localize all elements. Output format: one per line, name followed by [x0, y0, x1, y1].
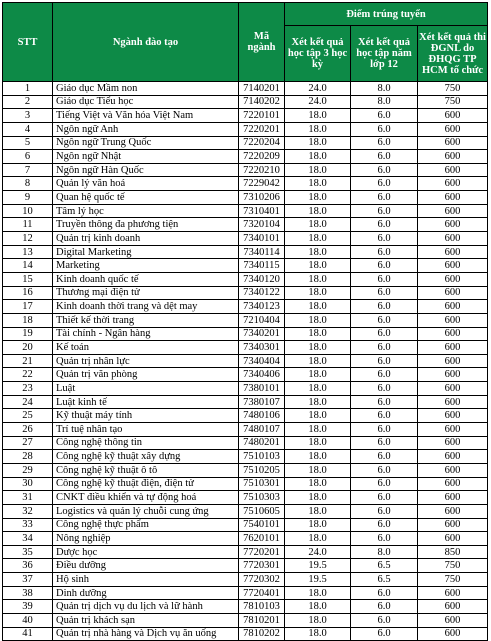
table-row [3, 327, 488, 341]
cell-score-grade-12: 6.0 [351, 532, 418, 546]
cell-code: 7140201 [239, 82, 285, 96]
cell-stt: 38 [3, 586, 53, 600]
cell-code: 7320104 [239, 218, 285, 232]
cell-code: 7510605 [239, 504, 285, 518]
cell-code: 7810201 [239, 613, 285, 627]
cell-code: 7810103 [239, 600, 285, 614]
cell-code: 7510205 [239, 463, 285, 477]
cell-score-3-semesters: 18.0 [285, 191, 351, 205]
cell-score-grade-12: 6.0 [351, 286, 418, 300]
table-row [3, 218, 488, 232]
table-row [3, 259, 488, 273]
cell-code: 7210404 [239, 313, 285, 327]
cell-stt: 26 [3, 423, 53, 437]
cell-score-dgnl: 600 [418, 586, 488, 600]
cell-code: 7720302 [239, 573, 285, 587]
cell-stt: 20 [3, 341, 53, 355]
cell-score-grade-12: 6.0 [351, 395, 418, 409]
table-row [3, 109, 488, 123]
cell-stt: 33 [3, 518, 53, 532]
table-row [3, 573, 488, 587]
cell-stt: 27 [3, 436, 53, 450]
cell-stt: 28 [3, 450, 53, 464]
cell-major: Điều dưỡng [53, 559, 239, 573]
cell-score-3-semesters: 19.5 [285, 559, 351, 573]
cell-stt: 14 [3, 259, 53, 273]
cell-score-3-semesters: 18.0 [285, 272, 351, 286]
cell-score-3-semesters: 18.0 [285, 504, 351, 518]
cell-score-3-semesters: 24.0 [285, 82, 351, 96]
cell-score-3-semesters: 18.0 [285, 150, 351, 164]
cell-score-grade-12: 6.0 [351, 218, 418, 232]
cell-score-dgnl: 600 [418, 109, 488, 123]
cell-major: Luật [53, 382, 239, 396]
cell-stt: 10 [3, 204, 53, 218]
cell-score-3-semesters: 18.0 [285, 600, 351, 614]
cell-score-dgnl: 600 [418, 409, 488, 423]
cell-score-3-semesters: 18.0 [285, 518, 351, 532]
cell-score-dgnl: 600 [418, 627, 488, 641]
table-row [3, 177, 488, 191]
cell-code: 7220201 [239, 122, 285, 136]
cell-score-grade-12: 6.0 [351, 450, 418, 464]
cell-major: Quản trị kinh doanh [53, 232, 239, 246]
cell-score-3-semesters: 18.0 [285, 313, 351, 327]
cell-major: Ngôn ngữ Trung Quốc [53, 136, 239, 150]
cell-stt: 23 [3, 382, 53, 396]
cell-stt: 35 [3, 545, 53, 559]
cell-score-dgnl: 600 [418, 204, 488, 218]
cell-score-3-semesters: 18.0 [285, 218, 351, 232]
cell-code: 7229042 [239, 177, 285, 191]
cell-stt: 18 [3, 313, 53, 327]
cell-major: Công nghệ kỹ thuật xây dựng [53, 450, 239, 464]
cell-score-3-semesters: 18.0 [285, 532, 351, 546]
cell-score-dgnl: 600 [418, 423, 488, 437]
cell-major: CNKT điều khiển và tự động hoá [53, 491, 239, 505]
cell-score-3-semesters: 18.0 [285, 245, 351, 259]
cell-score-grade-12: 6.0 [351, 586, 418, 600]
cell-major: Trí tuệ nhân tạo [53, 423, 239, 437]
cell-major: Giáo dục Tiểu học [53, 95, 239, 109]
cell-stt: 19 [3, 327, 53, 341]
cell-code: 7510301 [239, 477, 285, 491]
cell-stt: 34 [3, 532, 53, 546]
cell-code: 7310401 [239, 204, 285, 218]
cell-score-dgnl: 600 [418, 177, 488, 191]
cell-score-3-semesters: 18.0 [285, 122, 351, 136]
cell-major: Luật kinh tế [53, 395, 239, 409]
cell-stt: 21 [3, 354, 53, 368]
cell-stt: 1 [3, 82, 53, 96]
cell-score-dgnl: 600 [418, 463, 488, 477]
table-row [3, 518, 488, 532]
cell-score-dgnl: 600 [418, 136, 488, 150]
cell-code: 7340406 [239, 368, 285, 382]
cell-score-dgnl: 600 [418, 450, 488, 464]
cell-score-3-semesters: 18.0 [285, 586, 351, 600]
cell-stt: 15 [3, 272, 53, 286]
cell-major: Digital Marketing [53, 245, 239, 259]
cell-score-dgnl: 600 [418, 532, 488, 546]
cell-stt: 2 [3, 95, 53, 109]
cell-major: Tiếng Việt và Văn hóa Việt Nam [53, 109, 239, 123]
cell-stt: 12 [3, 232, 53, 246]
cell-score-grade-12: 6.0 [351, 341, 418, 355]
cell-score-dgnl: 750 [418, 559, 488, 573]
cell-score-3-semesters: 18.0 [285, 177, 351, 191]
cell-score-grade-12: 6.0 [351, 245, 418, 259]
table-row [3, 436, 488, 450]
cell-score-3-semesters: 18.0 [285, 109, 351, 123]
cell-score-3-semesters: 18.0 [285, 627, 351, 641]
cell-major: Công nghệ thực phẩm [53, 518, 239, 532]
table-row [3, 477, 488, 491]
cell-score-3-semesters: 18.0 [285, 136, 351, 150]
table-row [3, 559, 488, 573]
cell-major: Công nghệ kỹ thuật điện, điện tử [53, 477, 239, 491]
cell-stt: 24 [3, 395, 53, 409]
cell-score-3-semesters: 18.0 [285, 286, 351, 300]
cell-score-3-semesters: 18.0 [285, 423, 351, 437]
cell-score-3-semesters: 18.0 [285, 368, 351, 382]
cell-major: Quản trị nhà hàng và Dịch vụ ăn uống [53, 627, 239, 641]
header-score-grade-12: Xét kết quả học tập năm lớp 12 [351, 26, 418, 82]
cell-code: 7380107 [239, 395, 285, 409]
cell-code: 7540101 [239, 518, 285, 532]
table-row [3, 409, 488, 423]
table-row [3, 150, 488, 164]
cell-score-3-semesters: 18.0 [285, 341, 351, 355]
cell-score-grade-12: 6.0 [351, 272, 418, 286]
cell-stt: 36 [3, 559, 53, 573]
table-row [3, 368, 488, 382]
cell-major: Công nghệ kỹ thuật ô tô [53, 463, 239, 477]
cell-stt: 13 [3, 245, 53, 259]
cell-score-3-semesters: 18.0 [285, 382, 351, 396]
cell-score-dgnl: 600 [418, 300, 488, 314]
cell-score-dgnl: 600 [418, 286, 488, 300]
table-row [3, 491, 488, 505]
table-row [3, 122, 488, 136]
cell-score-dgnl: 600 [418, 613, 488, 627]
cell-score-grade-12: 6.0 [351, 600, 418, 614]
cell-score-dgnl: 600 [418, 327, 488, 341]
table-row [3, 286, 488, 300]
cell-score-3-semesters: 18.0 [285, 450, 351, 464]
cell-score-3-semesters: 18.0 [285, 395, 351, 409]
table-row [3, 382, 488, 396]
cell-score-dgnl: 600 [418, 122, 488, 136]
table-row [3, 613, 488, 627]
cell-major: Hộ sinh [53, 573, 239, 587]
cell-code: 7340115 [239, 259, 285, 273]
table-row [3, 450, 488, 464]
cell-score-3-semesters: 18.0 [285, 436, 351, 450]
cell-score-dgnl: 600 [418, 218, 488, 232]
cell-code: 7720301 [239, 559, 285, 573]
cell-major: Thiết kế thời trang [53, 313, 239, 327]
cell-score-grade-12: 8.0 [351, 545, 418, 559]
table-row [3, 504, 488, 518]
cell-score-dgnl: 600 [418, 272, 488, 286]
header-admission-score-group: Điểm trúng tuyển [285, 3, 488, 26]
cell-stt: 16 [3, 286, 53, 300]
cell-score-3-semesters: 18.0 [285, 477, 351, 491]
cell-stt: 11 [3, 218, 53, 232]
cell-score-dgnl: 750 [418, 82, 488, 96]
cell-score-grade-12: 6.5 [351, 573, 418, 587]
cell-score-grade-12: 6.0 [351, 204, 418, 218]
cell-score-dgnl: 600 [418, 382, 488, 396]
cell-score-3-semesters: 24.0 [285, 545, 351, 559]
cell-code: 7810202 [239, 627, 285, 641]
cell-code: 7220101 [239, 109, 285, 123]
cell-score-grade-12: 6.0 [351, 477, 418, 491]
cell-stt: 32 [3, 504, 53, 518]
header-major-code: Mã ngành [239, 3, 285, 82]
cell-major: Quản lý văn hoá [53, 177, 239, 191]
cell-stt: 17 [3, 300, 53, 314]
header-score-dgnl: Xét kết quả thi ĐGNL do ĐHQG TP HCM tổ chức [418, 26, 488, 82]
table-row [3, 354, 488, 368]
cell-score-3-semesters: 18.0 [285, 163, 351, 177]
cell-score-grade-12: 6.0 [351, 191, 418, 205]
table-row [3, 586, 488, 600]
cell-score-dgnl: 750 [418, 95, 488, 109]
cell-code: 7620101 [239, 532, 285, 546]
cell-stt: 40 [3, 613, 53, 627]
cell-score-3-semesters: 18.0 [285, 613, 351, 627]
cell-score-grade-12: 6.0 [351, 382, 418, 396]
cell-major: Dinh dưỡng [53, 586, 239, 600]
cell-code: 7340201 [239, 327, 285, 341]
cell-score-grade-12: 8.0 [351, 95, 418, 109]
cell-score-3-semesters: 24.0 [285, 95, 351, 109]
cell-score-grade-12: 6.0 [351, 313, 418, 327]
cell-score-grade-12: 6.0 [351, 177, 418, 191]
cell-score-dgnl: 600 [418, 518, 488, 532]
cell-major: Kinh doanh quốc tế [53, 272, 239, 286]
cell-code: 7720401 [239, 586, 285, 600]
cell-score-grade-12: 6.0 [351, 518, 418, 532]
cell-major: Quản trị nhân lực [53, 354, 239, 368]
table-row [3, 191, 488, 205]
cell-major: Tài chính - Ngân hàng [53, 327, 239, 341]
cell-major: Quản trị dịch vụ du lịch và lữ hành [53, 600, 239, 614]
header-score-3-semesters: Xét kết quả học tập 3 học kỳ [285, 26, 351, 82]
cell-score-3-semesters: 18.0 [285, 232, 351, 246]
cell-stt: 7 [3, 163, 53, 177]
cell-score-dgnl: 600 [418, 232, 488, 246]
cell-major: Quản trị văn phòng [53, 368, 239, 382]
table-row [3, 313, 488, 327]
cell-score-grade-12: 6.0 [351, 368, 418, 382]
table-body [3, 82, 488, 641]
cell-code: 7340301 [239, 341, 285, 355]
cell-code: 7380101 [239, 382, 285, 396]
cell-major: Kế toán [53, 341, 239, 355]
cell-code: 7220210 [239, 163, 285, 177]
cell-stt: 29 [3, 463, 53, 477]
cell-score-3-semesters: 18.0 [285, 491, 351, 505]
cell-stt: 5 [3, 136, 53, 150]
table-header [3, 3, 488, 82]
cell-code: 7340123 [239, 300, 285, 314]
table-row [3, 136, 488, 150]
cell-score-dgnl: 600 [418, 368, 488, 382]
cell-code: 7510103 [239, 450, 285, 464]
cell-score-grade-12: 6.0 [351, 150, 418, 164]
cell-score-grade-12: 6.0 [351, 327, 418, 341]
cell-code: 7340114 [239, 245, 285, 259]
admission-scores-table [2, 2, 488, 641]
table-row [3, 272, 488, 286]
cell-score-grade-12: 6.0 [351, 109, 418, 123]
cell-score-dgnl: 600 [418, 191, 488, 205]
cell-score-3-semesters: 18.0 [285, 327, 351, 341]
table-row [3, 300, 488, 314]
cell-score-3-semesters: 18.0 [285, 204, 351, 218]
cell-score-grade-12: 6.0 [351, 491, 418, 505]
header-major: Ngành đào tạo [53, 3, 239, 82]
cell-score-grade-12: 6.0 [351, 136, 418, 150]
header-stt: STT [3, 3, 53, 82]
cell-major: Truyền thông đa phương tiện [53, 218, 239, 232]
table-row [3, 423, 488, 437]
cell-major: Marketing [53, 259, 239, 273]
cell-major: Công nghệ thông tin [53, 436, 239, 450]
cell-major: Quan hệ quốc tế [53, 191, 239, 205]
cell-code: 7340122 [239, 286, 285, 300]
cell-score-3-semesters: 18.0 [285, 409, 351, 423]
cell-score-3-semesters: 18.0 [285, 463, 351, 477]
cell-major: Ngôn ngữ Hàn Quốc [53, 163, 239, 177]
cell-score-dgnl: 600 [418, 395, 488, 409]
cell-major: Ngôn ngữ Nhật [53, 150, 239, 164]
cell-score-grade-12: 6.0 [351, 463, 418, 477]
cell-score-3-semesters: 18.0 [285, 300, 351, 314]
table-row [3, 463, 488, 477]
cell-stt: 8 [3, 177, 53, 191]
cell-score-dgnl: 750 [418, 573, 488, 587]
cell-major: Tâm lý học [53, 204, 239, 218]
table-row [3, 204, 488, 218]
cell-code: 7220209 [239, 150, 285, 164]
cell-stt: 6 [3, 150, 53, 164]
cell-code: 7510303 [239, 491, 285, 505]
cell-score-dgnl: 600 [418, 354, 488, 368]
cell-code: 7720201 [239, 545, 285, 559]
cell-stt: 41 [3, 627, 53, 641]
cell-code: 7340404 [239, 354, 285, 368]
cell-score-grade-12: 6.0 [351, 232, 418, 246]
cell-code: 7140202 [239, 95, 285, 109]
cell-code: 7480107 [239, 423, 285, 437]
table-row [3, 82, 488, 96]
cell-stt: 22 [3, 368, 53, 382]
cell-score-grade-12: 6.0 [351, 259, 418, 273]
table-row [3, 545, 488, 559]
cell-score-dgnl: 600 [418, 600, 488, 614]
table-row [3, 95, 488, 109]
cell-score-dgnl: 600 [418, 477, 488, 491]
cell-score-3-semesters: 19.5 [285, 573, 351, 587]
cell-stt: 30 [3, 477, 53, 491]
table-row [3, 163, 488, 177]
cell-score-dgnl: 600 [418, 491, 488, 505]
cell-score-3-semesters: 18.0 [285, 354, 351, 368]
cell-score-dgnl: 600 [418, 504, 488, 518]
cell-major: Giáo dục Mầm non [53, 82, 239, 96]
cell-stt: 3 [3, 109, 53, 123]
cell-major: Kinh doanh thời trang và dệt may [53, 300, 239, 314]
cell-score-grade-12: 6.0 [351, 613, 418, 627]
cell-score-dgnl: 600 [418, 313, 488, 327]
cell-code: 7340120 [239, 272, 285, 286]
table-row [3, 245, 488, 259]
cell-major: Thương mại điện tử [53, 286, 239, 300]
cell-score-grade-12: 6.0 [351, 436, 418, 450]
cell-score-dgnl: 850 [418, 545, 488, 559]
cell-score-dgnl: 600 [418, 150, 488, 164]
cell-stt: 4 [3, 122, 53, 136]
table-row [3, 395, 488, 409]
cell-score-grade-12: 6.0 [351, 409, 418, 423]
cell-major: Ngôn ngữ Anh [53, 122, 239, 136]
table-row [3, 600, 488, 614]
table-row [3, 627, 488, 641]
cell-score-grade-12: 6.0 [351, 627, 418, 641]
cell-score-grade-12: 6.0 [351, 504, 418, 518]
cell-code: 7310206 [239, 191, 285, 205]
cell-stt: 9 [3, 191, 53, 205]
cell-score-grade-12: 6.0 [351, 300, 418, 314]
cell-major: Logistics và quản lý chuỗi cung ứng [53, 504, 239, 518]
table-row [3, 341, 488, 355]
cell-score-dgnl: 600 [418, 341, 488, 355]
cell-stt: 31 [3, 491, 53, 505]
table-row [3, 532, 488, 546]
cell-score-dgnl: 600 [418, 163, 488, 177]
cell-code: 7480106 [239, 409, 285, 423]
cell-score-grade-12: 6.0 [351, 354, 418, 368]
cell-score-dgnl: 600 [418, 245, 488, 259]
cell-code: 7340101 [239, 232, 285, 246]
cell-stt: 39 [3, 600, 53, 614]
cell-major: Nông nghiệp [53, 532, 239, 546]
cell-major: Dược học [53, 545, 239, 559]
cell-score-3-semesters: 18.0 [285, 259, 351, 273]
cell-score-grade-12: 6.0 [351, 163, 418, 177]
cell-stt: 37 [3, 573, 53, 587]
cell-code: 7480201 [239, 436, 285, 450]
cell-major: Quản trị khách sạn [53, 613, 239, 627]
cell-score-grade-12: 6.0 [351, 423, 418, 437]
cell-score-dgnl: 600 [418, 436, 488, 450]
cell-major: Kỹ thuật máy tính [53, 409, 239, 423]
cell-score-dgnl: 600 [418, 259, 488, 273]
cell-score-grade-12: 8.0 [351, 82, 418, 96]
cell-code: 7220204 [239, 136, 285, 150]
cell-score-grade-12: 6.5 [351, 559, 418, 573]
cell-stt: 25 [3, 409, 53, 423]
table-row [3, 232, 488, 246]
cell-score-grade-12: 6.0 [351, 122, 418, 136]
